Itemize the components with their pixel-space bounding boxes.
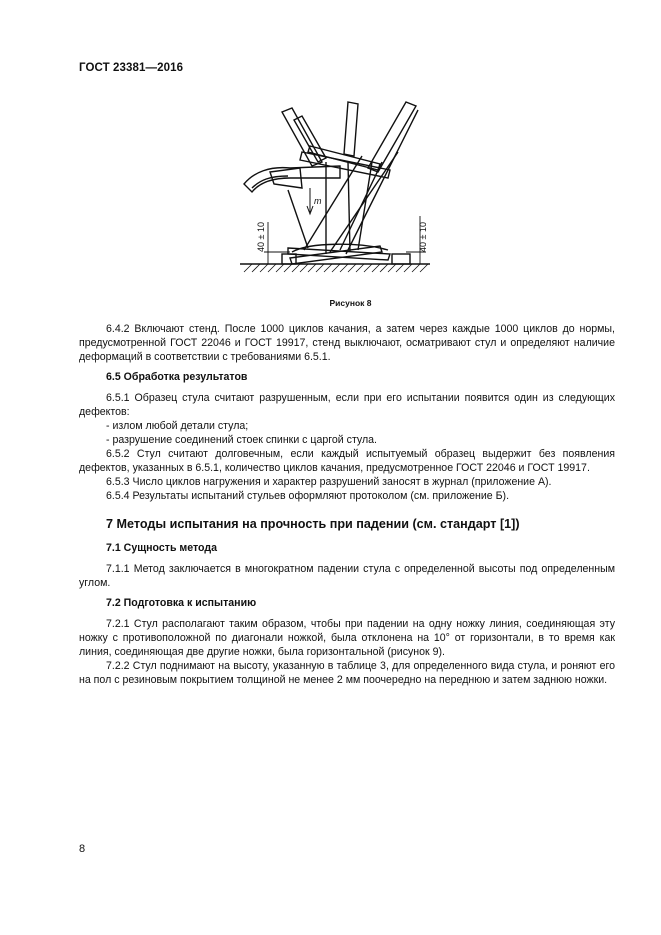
left-support (282, 254, 296, 264)
heading-7-2: 7.2 Подготовка к испытанию (106, 597, 257, 609)
section-7-title: 7 Методы испытания на прочность при падении (см. стандарт [1]) (106, 517, 520, 531)
rocking-test-figure (230, 92, 440, 282)
paragraph-7-2-2: 7.2.2 Стул поднимают на высоту, указанную в таблице 3, для определенного вида стула, и роняют его на пол с резиновым покрытием толщиной не менее 2 мм поочередно на переднюю и затем заднюю ножки. (79, 660, 615, 686)
paragraph-7-1-1: 7.1.1 Метод заключается в многократном падении стула с определенной высоты под определенным углом. (79, 563, 615, 589)
paragraph-6-5-2: 6.5.2 Стул считают долговечным, если каждый испытуемый образец выдержит без появления дефектов, указанных в 6.5.1, количество циклов качания, предусмотренное ГОСТ 22046 и ГОСТ 19917. (79, 448, 615, 474)
dimension-left: 40 ± 10 (256, 222, 266, 252)
ground-hatch (244, 264, 428, 272)
paragraph-6-4-2: 6.4.2 Включают стенд. После 1000 циклов качания, а затем через каждые 1000 циклов до нормы, предусмотренной ГОСТ 22046 и ГОСТ 19917, стенд выключают, осматривают стул и определяют наличие деформаций в соответствии с требованиями 6.5.1. (79, 323, 615, 363)
heading-6-5: 6.5 Обработка результатов (106, 371, 248, 383)
paragraph-6-5-1: 6.5.1 Образец стула считают разрушенным, если при его испытании появится один из следующих дефектов: (79, 392, 615, 418)
list-item-1: - излом любой детали стула; (106, 420, 249, 432)
list-item-2: - разрушение соединений стоек спинки с царгой стула. (106, 434, 378, 446)
heading-7-1: 7.1 Сущность метода (106, 542, 218, 554)
paragraph-7-2-1: 7.2.1 Стул располагают таким образом, чтобы при падении на одну ножку линия, соединяющая эту ножку с противоположной по диагонали ножкой, была отклонена на 10° от горизонтали, в то время как линия, соединяющая две другие ножки, была горизонтальной (рисунок 9). (79, 618, 615, 658)
dimension-right: 40 ± 10 (418, 222, 428, 252)
right-support (392, 254, 410, 264)
document-body (79, 322, 615, 687)
mass-label: m (314, 196, 322, 206)
document-header: ГОСТ 23381—2016 (79, 62, 184, 74)
paragraph-6-5-3: 6.5.3 Число циклов нагружения и характер разрушений заносят в журнал (приложение А). (106, 476, 552, 488)
page-number: 8 (79, 843, 86, 855)
paragraph-6-5-4: 6.5.4 Результаты испытаний стульев оформляют протоколом (см. приложение Б). (106, 490, 510, 502)
figure-caption: Рисунок 8 (329, 298, 372, 308)
